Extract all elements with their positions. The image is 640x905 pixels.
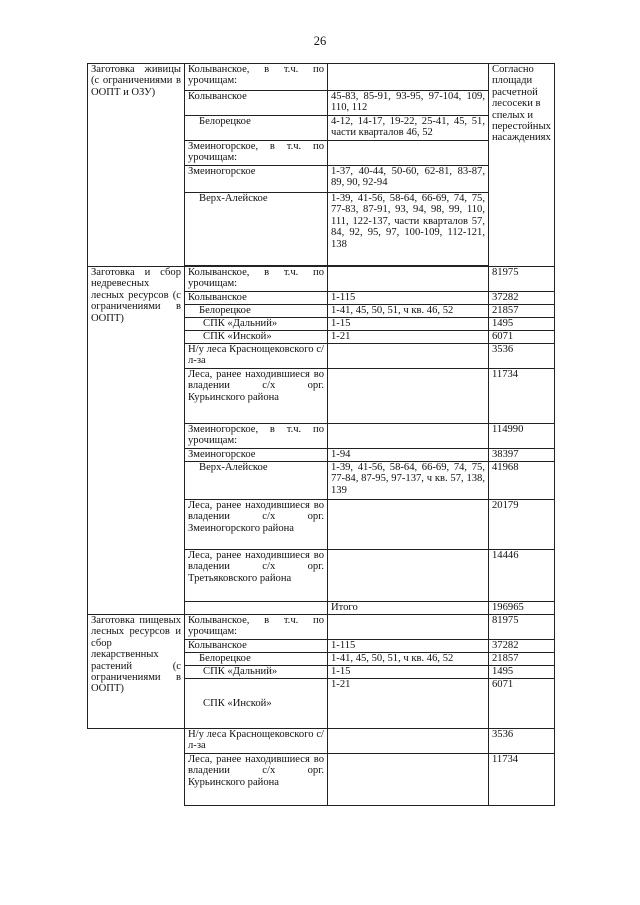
quarters-cell: 1-15 (328, 666, 489, 679)
note-cell: Согласно площади расчетной лесосеки в спелых и перестойных насаждениях (489, 64, 555, 267)
forestry-name-cell: Леса, ранее находившиеся во владении с/х орг. Курьинского района (185, 754, 328, 806)
forestry-name-cell: СПК «Дальний» (185, 318, 328, 331)
forestry-name-cell: Н/у леса Краснощековского с/л-за (185, 729, 328, 754)
total-value: 196965 (489, 602, 555, 615)
value-cell: 14446 (489, 550, 555, 602)
forestry-name-cell: Н/у леса Краснощековского с/л-за (185, 344, 328, 369)
forestry-name-cell: Леса, ранее находившиеся во владении с/х орг. Третьяковского района (185, 550, 328, 602)
value-cell: 6071 (489, 331, 555, 344)
forestry-name-cell: СПК «Инской» (185, 331, 328, 344)
forestry-name-cell: Колыванское (185, 292, 328, 305)
forestry-name-cell: Змеиногорское (185, 449, 328, 462)
forestry-name-cell: Змеиногорское (185, 166, 328, 193)
quarters-cell (328, 141, 489, 166)
value-cell: 3536 (489, 729, 555, 754)
table-row (88, 754, 555, 806)
forestry-name-cell: СПК «Дальний» (185, 666, 328, 679)
table-row (88, 267, 555, 292)
quarters-cell: 1-41, 45, 50, 51, ч кв. 46, 52 (328, 305, 489, 318)
quarters-cell (328, 500, 489, 550)
forestry-name-cell: Леса, ранее находившиеся во владении с/х орг. Змеиногорского района (185, 500, 328, 550)
quarters-cell (328, 267, 489, 292)
quarters-cell (328, 615, 489, 640)
value-cell: 37282 (489, 640, 555, 653)
forestry-name-cell: Белорецкое (185, 305, 328, 318)
activity-cell: Заготовка и сбор недревесных лесных ресурсов (с ограничениями в ООПТ) (88, 267, 185, 615)
quarters-cell: 1-94 (328, 449, 489, 462)
quarters-cell: 1-37, 40-44, 50-60, 62-81, 83-87, 89, 90, 92-94 (328, 166, 489, 193)
value-cell: 41968 (489, 462, 555, 500)
value-cell: 81975 (489, 615, 555, 640)
blank-cell (88, 729, 185, 754)
value-cell: 38397 (489, 449, 555, 462)
total-label: Итого (328, 602, 489, 615)
forestry-name-cell: Колыванское, в т.ч. по урочищам: (185, 64, 328, 91)
value-cell: 20179 (489, 500, 555, 550)
forestry-name-cell: Колыванское, в т.ч. по урочищам: (185, 615, 328, 640)
blank-cell (88, 754, 185, 806)
table-row (88, 729, 555, 754)
forestry-name-cell: СПК «Инской» (185, 679, 328, 729)
forestry-name-cell: Белорецкое (185, 653, 328, 666)
forestry-name-cell: Змеиногорское, в т.ч. по урочищам: (185, 424, 328, 449)
quarters-cell (328, 369, 489, 424)
value-cell: 21857 (489, 653, 555, 666)
quarters-cell (328, 64, 489, 91)
quarters-cell: 1-39, 41-56, 58-64, 66-69, 74, 75, 77-84, 87-95, 97-137, ч кв. 57, 138, 139 (328, 462, 489, 500)
forestry-name-cell: Леса, ранее находившиеся во владении с/х орг. Курьинского района (185, 369, 328, 424)
quarters-cell (328, 424, 489, 449)
quarters-cell (328, 729, 489, 754)
value-cell: 11734 (489, 369, 555, 424)
activity-cell: Заготовка живицы (с ограничениями в ООПТ и ОЗУ) (88, 64, 185, 267)
value-cell: 21857 (489, 305, 555, 318)
forestry-name-cell: Колыванское (185, 640, 328, 653)
forestry-name-cell: Белорецкое (185, 116, 328, 141)
value-cell: 114990 (489, 424, 555, 449)
quarters-cell: 1-41, 45, 50, 51, ч кв. 46, 52 (328, 653, 489, 666)
forestry-name-cell: Верх-Алейское (185, 193, 328, 266)
page-number: 26 (313, 34, 327, 48)
forestry-name-cell: Верх-Алейское (185, 462, 328, 500)
quarters-cell: 4-12, 14-17, 19-22, 25-41, 45, 51, части кварталов 46, 52 (328, 116, 489, 141)
quarters-cell (328, 550, 489, 602)
quarters-cell (328, 754, 489, 806)
value-cell: 1495 (489, 666, 555, 679)
forestry-name-cell: Колыванское (185, 91, 328, 116)
table-row (88, 615, 555, 640)
value-cell: 37282 (489, 292, 555, 305)
table-row (88, 64, 555, 91)
value-cell: 3536 (489, 344, 555, 369)
quarters-cell: 1-21 (328, 679, 489, 729)
value-cell: 6071 (489, 679, 555, 729)
quarters-cell: 1-115 (328, 640, 489, 653)
value-cell: 1495 (489, 318, 555, 331)
forestry-name-cell: Колыванское, в т.ч. по урочищам: (185, 267, 328, 292)
quarters-cell: 1-21 (328, 331, 489, 344)
quarters-cell: 1-39, 41-56, 58-64, 66-69, 74, 75, 77-83, 87-91, 93, 94, 98, 99, 110, 111, 122-137, части кварталов 57, 84, 92, 95, 97, 100-109, 112-121, 138 (328, 193, 489, 266)
forestry-name-cell (185, 602, 328, 615)
value-cell: 11734 (489, 754, 555, 806)
activity-cell: Заготовка пищевых лесных ресурсов и сбор лекарственных растений (с ограничениями в ООПТ) (88, 615, 185, 729)
quarters-cell (328, 344, 489, 369)
quarters-cell: 45-83, 85-91, 93-95, 97-104, 109, 110, 112 (328, 91, 489, 116)
quarters-cell: 1-15 (328, 318, 489, 331)
value-cell: 81975 (489, 267, 555, 292)
quarters-cell: 1-115 (328, 292, 489, 305)
forest-use-table (87, 63, 555, 806)
forestry-name-cell: Змеиногорское, в т.ч. по урочищам: (185, 141, 328, 166)
